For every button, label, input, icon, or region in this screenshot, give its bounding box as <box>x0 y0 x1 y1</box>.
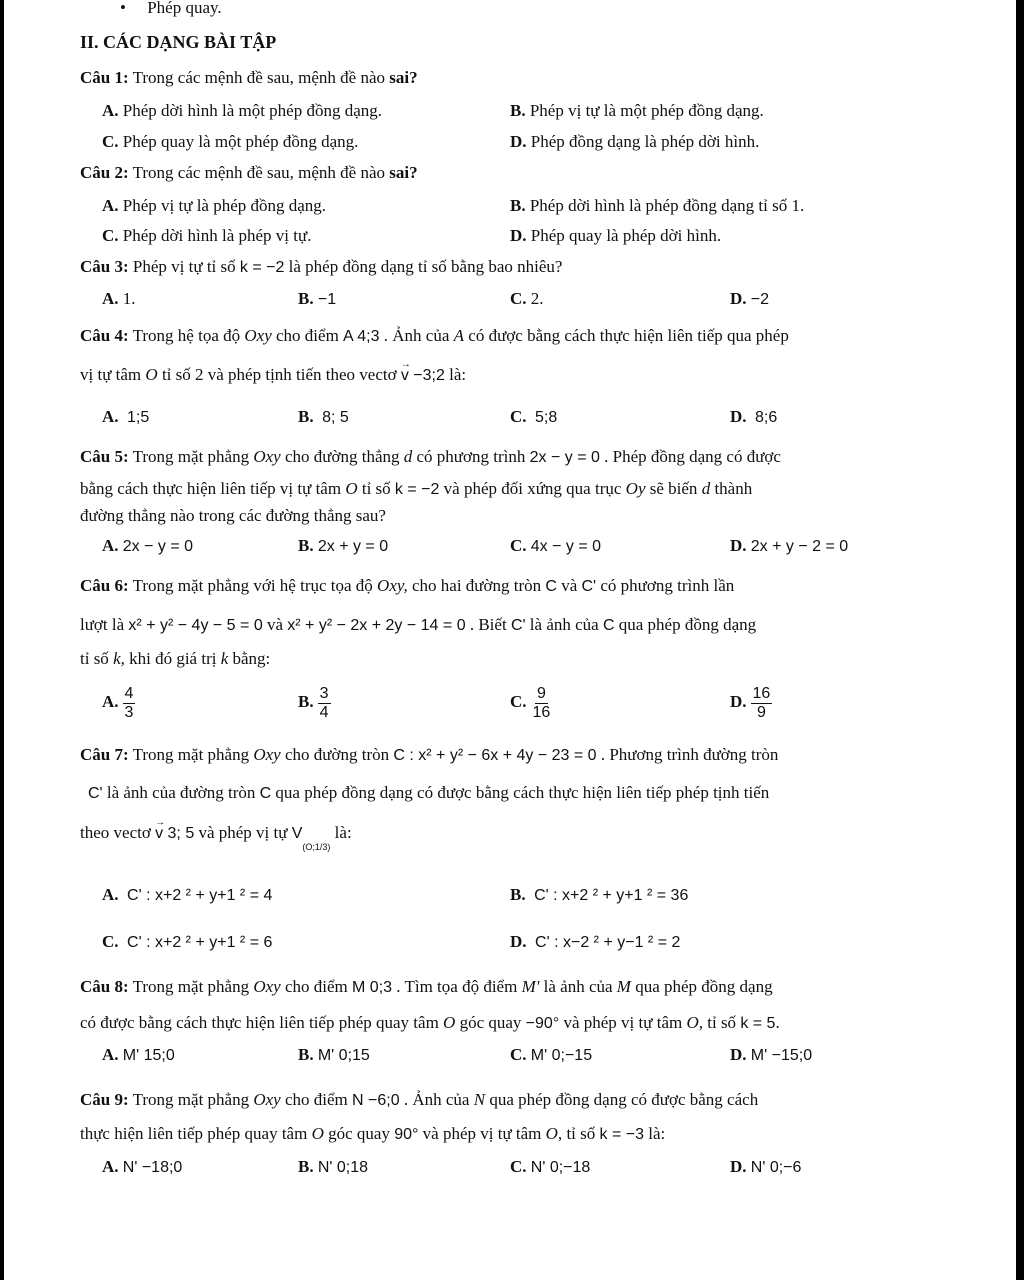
question-8-line-1: Câu 8: Trong mặt phẳng Oxy cho điểm M 0;3 . Tìm tọa độ điểm M' là ảnh của M qua phép đồng dạng <box>80 977 773 996</box>
q9-option-b: B. N' 0;18 <box>298 1157 369 1176</box>
question-7-line-1: Câu 7: Trong mặt phẳng Oxy cho đường tròn C : x² + y² − 6x + 4y − 23 = 0 . Phương trình đường tròn <box>80 745 779 764</box>
q2-option-a: A. Phép vị tự là phép đồng dạng. <box>102 196 327 215</box>
q9-option-d: D. N' 0;−6 <box>730 1157 802 1176</box>
q3-option-c: C. 2. <box>510 289 544 308</box>
q9-option-a: A. N' −18;0 <box>102 1157 183 1176</box>
q2-option-d: D. Phép quay là phép dời hình. <box>510 226 722 245</box>
q7-option-b: B. C' : x+2 ² + y+1 ² = 36 <box>510 885 689 904</box>
q1-option-c: C. Phép quay là một phép đồng dạng. <box>102 132 359 151</box>
question-7-line-3: theo vectơ → v 3; 5 và phép vị tự $V_{(O;1/3)}$ là: <box>80 823 352 845</box>
question-7-line-2: C' là ảnh của đường tròn C qua phép đồng dạng có được bằng cách thực hiện liên tiếp phép tịnh tiến <box>88 783 770 802</box>
q8-option-d: D. M' −15;0 <box>730 1045 813 1064</box>
q3-option-d: D. −2 <box>730 289 770 308</box>
question-1: Câu 1: Trong các mệnh đề sau, mệnh đề nào sai? <box>80 68 418 87</box>
q8-option-a: A. M' 15;0 <box>102 1045 175 1064</box>
q9-option-c: C. N' 0;−18 <box>510 1157 591 1176</box>
q7-option-a: A. C' : x+2 ² + y+1 ² = 4 <box>102 885 273 904</box>
question-5-line-3: đường thẳng nào trong các đường thẳng sau? <box>80 506 386 525</box>
question-5-line-2: bằng cách thực hiện liên tiếp vị tự tâm O tỉ số k = −2 và phép đối xứng qua trục Oy sẽ biến d thành <box>80 479 753 498</box>
q4-option-a: A. 1;5 <box>102 407 150 426</box>
q5-option-b: B. 2x + y = 0 <box>298 536 389 555</box>
document-page <box>4 0 1016 1280</box>
section-title: II. CÁC DẠNG BÀI TẬP <box>80 32 277 52</box>
q6-option-b: B. $\frac{3}{4}$ <box>298 684 329 721</box>
question-6-line-3: tỉ số k, khi đó giá trị k bằng: <box>80 649 271 668</box>
q5-option-a: A. 2x − y = 0 <box>102 536 194 555</box>
question-9-line-2: thực hiện liên tiếp phép quay tâm O góc quay 90° và phép vị tự tâm O, tỉ số k = −3 là: <box>80 1124 666 1143</box>
question-3: Câu 3: Phép vị tự tỉ số k = −2 là phép đồng dạng tỉ số bằng bao nhiêu? <box>80 257 563 276</box>
q1-option-d: D. Phép đồng dạng là phép dời hình. <box>510 132 760 151</box>
q6-option-c: C. $\frac{9}{16}$ <box>510 684 551 721</box>
q2-option-b: B. Phép dời hình là phép đồng dạng tỉ số 1. <box>510 196 805 215</box>
q5-option-c: C. 4x − y = 0 <box>510 536 602 555</box>
question-6-line-2: lượt là x² + y² − 4y − 5 = 0 và x² + y² − 2x + 2y − 14 = 0 . Biết C' là ảnh của C qua phép đồng dạng <box>80 615 757 634</box>
q7-option-c: C. C' : x+2 ² + y+1 ² = 6 <box>102 932 273 951</box>
q8-option-c: C. M' 0;−15 <box>510 1045 593 1064</box>
q6-option-a: A. $\frac{4}{3}$ <box>102 684 134 721</box>
question-6-line-1: Câu 6: Trong mặt phẳng với hệ trục tọa độ Oxy, cho hai đường tròn C và C' có phương trình lần <box>80 576 735 595</box>
q7-option-d: D. C' : x−2 ² + y−1 ² = 2 <box>510 932 681 951</box>
q8-option-b: B. M' 0;15 <box>298 1045 370 1064</box>
q1-option-b: B. Phép vị tự là một phép đồng dạng. <box>510 101 764 120</box>
question-4-line-2: vị tự tâm O tỉ số 2 và phép tịnh tiến theo vectơ → v −3;2 là: <box>80 365 466 386</box>
question-4-line-1: Câu 4: Trong hệ tọa độ Oxy cho điểm A 4;3 . Ảnh của A có được bằng cách thực hiện liên tiếp qua phép <box>80 326 789 345</box>
q6-option-d: D. $\frac{16}{9}$ <box>730 684 771 721</box>
q2-option-c: C. Phép dời hình là phép vị tự. <box>102 226 312 245</box>
question-8-line-2: có được bằng cách thực hiện liên tiếp phép quay tâm O góc quay −90° và phép vị tự tâm O, tỉ số k = 5. <box>80 1013 780 1032</box>
q3-option-b: B. −1 <box>298 289 337 308</box>
q4-option-b: B. 8; 5 <box>298 407 349 426</box>
bullet-item: • Phép quay. <box>120 0 222 17</box>
question-9-line-1: Câu 9: Trong mặt phẳng Oxy cho điểm N −6;0 . Ảnh của N qua phép đồng dạng có được bằng cách <box>80 1090 759 1109</box>
q3-option-a: A. 1. <box>102 289 136 308</box>
q1-option-a: A. Phép dời hình là một phép đồng dạng. <box>102 101 383 120</box>
q4-option-c: C. 5;8 <box>510 407 558 426</box>
q5-option-d: D. 2x + y − 2 = 0 <box>730 536 849 555</box>
question-5-line-1: Câu 5: Trong mặt phẳng Oxy cho đường thẳng d có phương trình 2x − y = 0 . Phép đồng dạng có được <box>80 447 781 466</box>
q4-option-d: D. 8;6 <box>730 407 778 426</box>
question-2: Câu 2: Trong các mệnh đề sau, mệnh đề nào sai? <box>80 163 418 182</box>
